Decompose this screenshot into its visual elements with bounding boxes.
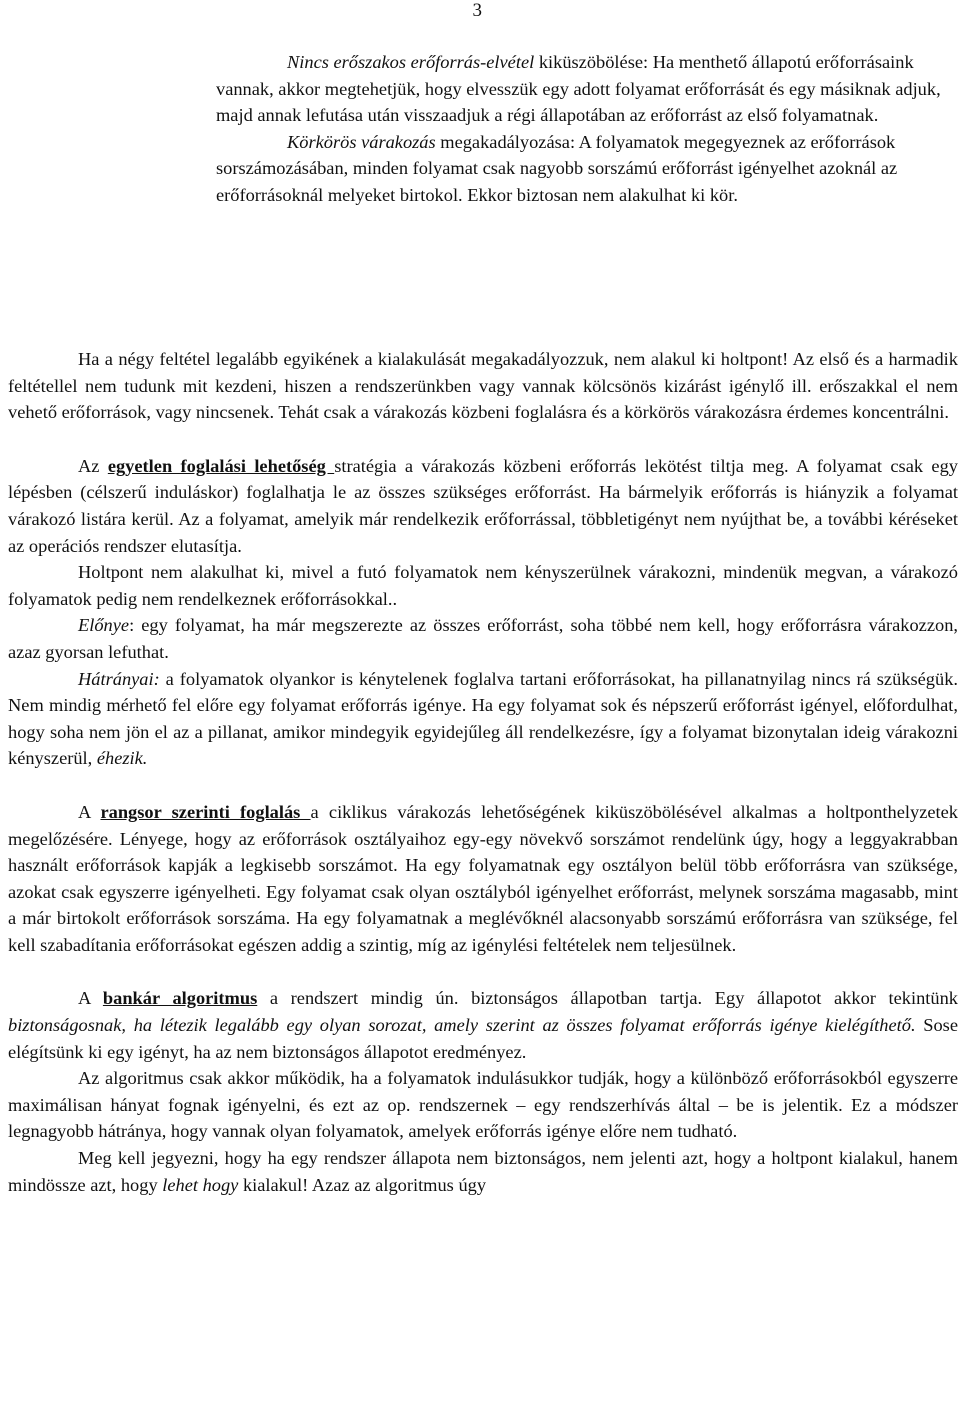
term-nincs-eroszakos: Nincs erőszakos erőforrás-elvétel: [287, 52, 535, 72]
label-elonye: Előnye: [78, 615, 130, 636]
paragraph-korkoros: [216, 129, 956, 209]
paragraph-text: : egy folyamat, ha már megszerezte az összes erőforrást, soha többé nem kell, hogy erőforrásra várakozzon, azaz gyorsan lefuthat.: [8, 615, 958, 662]
term-bankar: bankár algoritmus: [102, 988, 258, 1009]
paragraph-text: Sose elégítsünk ki egy igényt, ha az nem biztonságos állapotot eredményez.: [8, 1015, 958, 1062]
paragraph-text: kiküszöbölése: Ha menthető állapotú erőforrásaink vannak, akkor megtehetjük, hogy elvesszük egy adott folyamat erőforrását és egy másiknak adjuk, majd annak lefutása után visszaadjuk a régi állapotában az erőforrást az első folyamatnak.: [216, 52, 941, 125]
paragraph-text: A: [78, 801, 101, 822]
paragraph-holtpont-feltetel: Ha a négy feltétel legalább egyikének a kialakulását megakadályozzuk, nem alakul ki holtpont! Az első és a harmadik feltétellel nem tudunk mit kezdeni, hiszen a rendszerünkben vagy vannak kölcsönös kizárást igénylő ill. erőszakkal el nem vehető erőforrások, vagy nincsenek. Tehát csak a várakozás közbeni foglalásra és a körkörös várakozásra érdemes koncentrálni.: [8, 349, 958, 423]
paragraph-elonye: [8, 612, 958, 665]
paragraph-text: A: [78, 988, 103, 1009]
paragraph-hatranyai: [8, 666, 958, 772]
paragraph-text: a rendszert mindig ún. biztonságos állapotban tartja. Egy állapotot akkor tekintünk: [257, 988, 958, 1009]
paragraph-text: a ciklikus várakozás lehetőségének kiküszöbölésével alkalmas a holtponthelyzetek megelőzésére. Lényege, hogy az erőforrások osztályaihoz egy-egy növekvő sorszámot rendelünk úgy, hogy a leggyakrabban használt erőforrások kapják a legkisebb sorszámot. Ha egy folyamatnak egy osztályon belül több erőforrásra van szüksége, azokat csak egyszerre igényelheti. Egy folyamat csak olyan osztályból igényelhet erőforrást, melynek sorszáma magasabb, mint a már birtokolt erőforrások sorszáma. Ha egy folyamatnak a meglévőknél alacsonyabb sorszámú erőforrásra van szüksége, fel kell szabadítania erőforrásokat egészen addig a szintig, míg az igénylési feltételek nem teljesülnek.: [8, 801, 958, 955]
term-egyetlen-foglalas: egyetlen foglalási lehetőség: [107, 455, 335, 476]
paragraph-algoritmus: Az algoritmus csak akkor működik, ha a folyamatok indulásukkor tudják, hogy a különböző erőforrásokból egyszerre maximálisan hányat fognak igényelni, és ezt az op. rendszernek – egy rendszerhívás által – be is jelentik. Ez a módszer legnagyobb hátránya, hogy vannak olyan folyamatok, amelyek erőforrás igénye előre nem tudható.: [8, 1068, 958, 1142]
paragraph-text: stratégia a várakozás közbeni erőforrás lekötést tiltja meg. A folyamat csak egy lépésben (célszerű induláskor) foglalhatja le az összes szükséges erőforrást. Ha bármelyik erőforrás is hiányzik a folyamat várakozó listára kerül. Az a folyamat, amelyik már rendelkezik erőforrással, többletigényt nem nyújthat be, a további kéréseket az operációs rendszer elutasítja.: [8, 455, 958, 556]
paragraph-nincs-eroszakos: [216, 49, 956, 129]
paragraph-rangsor: [8, 799, 958, 959]
paragraph-holtpont-nem: Holtpont nem alakulhat ki, mivel a futó folyamatok nem kényszerülnek várakozni, mindenük megvan, a várakozó folyamatok pedig nem rendelkeznek erőforrásokkal..: [8, 562, 958, 609]
term-korkoros: Körkörös várakozás: [287, 131, 436, 152]
paragraph-text: kialakul! Azaz az algoritmus úgy: [238, 1174, 487, 1195]
paragraph-meg-kell: [8, 1145, 958, 1198]
term-rangsor: rangsor szerinti foglalás: [100, 801, 311, 822]
paragraph-text: a folyamatok olyankor is kénytelenek foglalva tartani erőforrásokat, ha pillanatnyilag nincs rá szükségük. Nem mindig mérhető fel előre egy folyamat erőforrás igénye. Ha egy folyamat sok és népszerű erőforrást igényel, előfordulhat, hogy soha nem jön el az a pillanat, amikor mindegyik egyidejűleg áll rendelkezésre, így a folyamat bizonytalan ideig várakozni kényszerül,: [8, 668, 958, 769]
main-text: [8, 346, 958, 1198]
term-lehet-hogy: lehet hogy: [162, 1174, 239, 1195]
definition-biztonsagos: biztonságosnak, ha létezik legalább egy olyan sorozat, amely szerint az összes folyamat erőforrás igénye kielégíthető.: [8, 1015, 916, 1036]
paragraph-text: megakadályozása: A folyamatok megegyeznek az erőforrások sorszámozásában, minden folyamat csak nagyobb sorszámú erőforrást igényelhet azoknál az erőforrásoknál melyeket birtokol. Ekkor biztosan nem alakulhat ki kör.: [216, 131, 898, 205]
paragraph-egyetlen-foglalas: [8, 453, 958, 559]
paragraph-text: Meg kell jegyezni, hogy ha egy rendszer állapota nem biztonságos, nem jelenti azt, hogy a holtpont kialakul, hanem mindössze azt, hogy: [8, 1148, 958, 1195]
indented-section: [216, 49, 956, 208]
paragraph-bankar: [8, 985, 958, 1065]
term-ehezik: éhezik.: [96, 748, 148, 769]
label-hatranyai: Hátrányai:: [78, 668, 160, 689]
paragraph-text: Az: [78, 455, 108, 476]
page-number: 3: [472, 0, 482, 21]
